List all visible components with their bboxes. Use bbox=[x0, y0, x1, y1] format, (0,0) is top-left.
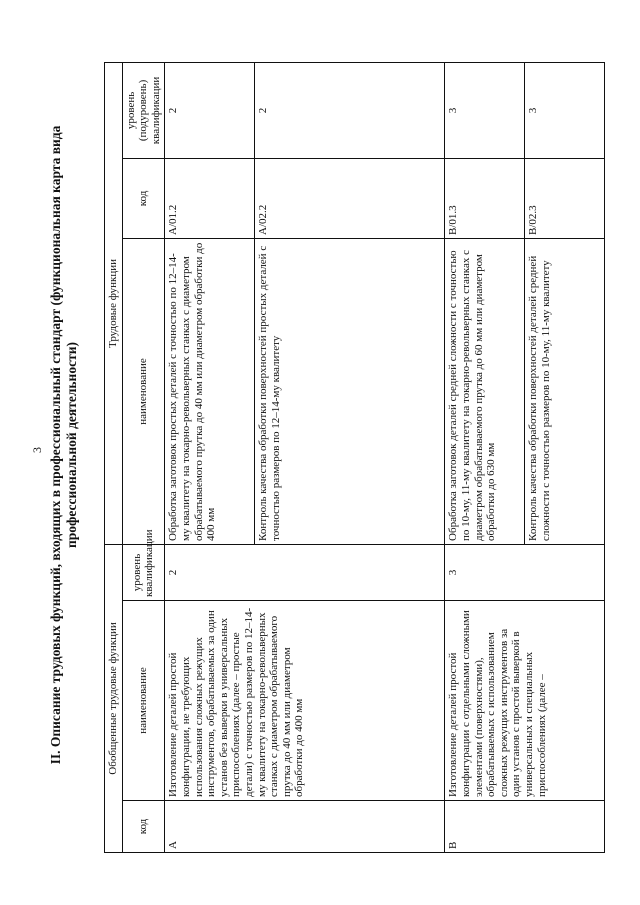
header-code: код bbox=[122, 801, 165, 853]
function-name-cell: Обработка заготовок деталей средней сложности с точностью по 10-му, 11-му квалитету на токарно-револьверных станках с диаметром обрабатываемого прутка до 60 мм или диаметром обработки до 630 мм bbox=[445, 238, 525, 544]
function-level-cell: 3 bbox=[445, 62, 525, 158]
table-row bbox=[445, 62, 525, 852]
header-level: уровень квалификации bbox=[122, 544, 165, 600]
function-code-cell: B/02.3 bbox=[525, 158, 605, 238]
gf-level-cell: 2 bbox=[165, 544, 445, 600]
gf-code-cell: А bbox=[165, 801, 445, 853]
header-labor: Трудовые функции bbox=[105, 62, 123, 544]
function-code-cell: A/01.2 bbox=[165, 158, 255, 238]
function-code-cell: B/01.3 bbox=[445, 158, 525, 238]
function-level-cell: 2 bbox=[255, 62, 445, 158]
gf-name-cell: Изготовление деталей простой конфигурации с отдельными сложными элементами (поверхностями), обрабатываемых с использованием сложных режущих инструментов за один установ с простой выверкой в универсальных и специальных приспособлениях (далее – bbox=[445, 601, 605, 801]
function-level-cell: 3 bbox=[525, 62, 605, 158]
header-row-1 bbox=[105, 62, 123, 852]
table-row bbox=[165, 62, 255, 852]
title-line-2: профессиональной деятельности) bbox=[64, 342, 79, 548]
section-title bbox=[48, 45, 80, 845]
header-sublevel: уровень (подуровень) квалификации bbox=[122, 62, 165, 158]
header-name: наименование bbox=[122, 601, 165, 801]
header-code-2: код bbox=[122, 158, 165, 238]
gf-level-cell: 3 bbox=[445, 544, 605, 600]
header-row-2 bbox=[122, 62, 165, 852]
gf-code-cell: B bbox=[445, 801, 605, 853]
function-level-cell: 2 bbox=[165, 62, 255, 158]
function-name-cell: Контроль качества обработки поверхностей простых деталей с точностью размеров по 12–14-му квалитету bbox=[255, 238, 445, 544]
gf-name-cell: Изготовление деталей простой конфигурации, не требующих использования сложных режущих инструментов, обрабатываемых за один установ без выверки в универсальных приспособлениях (далее – простые детали) с точностью размеров по 12–14-му квалитету на токарно-револьверных станках с диаметром обрабатываемого прутка до 40 мм или диаметром обработки до 400 мм bbox=[165, 601, 445, 801]
function-name-cell: Контроль качества обработки поверхностей деталей средней сложности с точностью размеров по 10-му, 11-му квалитету bbox=[525, 238, 605, 544]
header-name-2: наименование bbox=[122, 238, 165, 544]
function-name-cell: Обработка заготовок простых деталей с точностью по 12–14-му квалитету на токарно-револьверных станках с диаметром обрабатываемого прутка до 40 мм или диаметром обработки до 400 мм bbox=[165, 238, 255, 544]
title-line-1: II. Описание трудовых функций, входящих в профессиональный стандарт (функциональная карта вида bbox=[48, 125, 63, 765]
page-number: 3 bbox=[30, 447, 44, 453]
function-code-cell: A/02.2 bbox=[255, 158, 445, 238]
functional-map-table bbox=[104, 62, 605, 853]
header-generalized: Обобщенные трудовые функции bbox=[105, 544, 123, 852]
